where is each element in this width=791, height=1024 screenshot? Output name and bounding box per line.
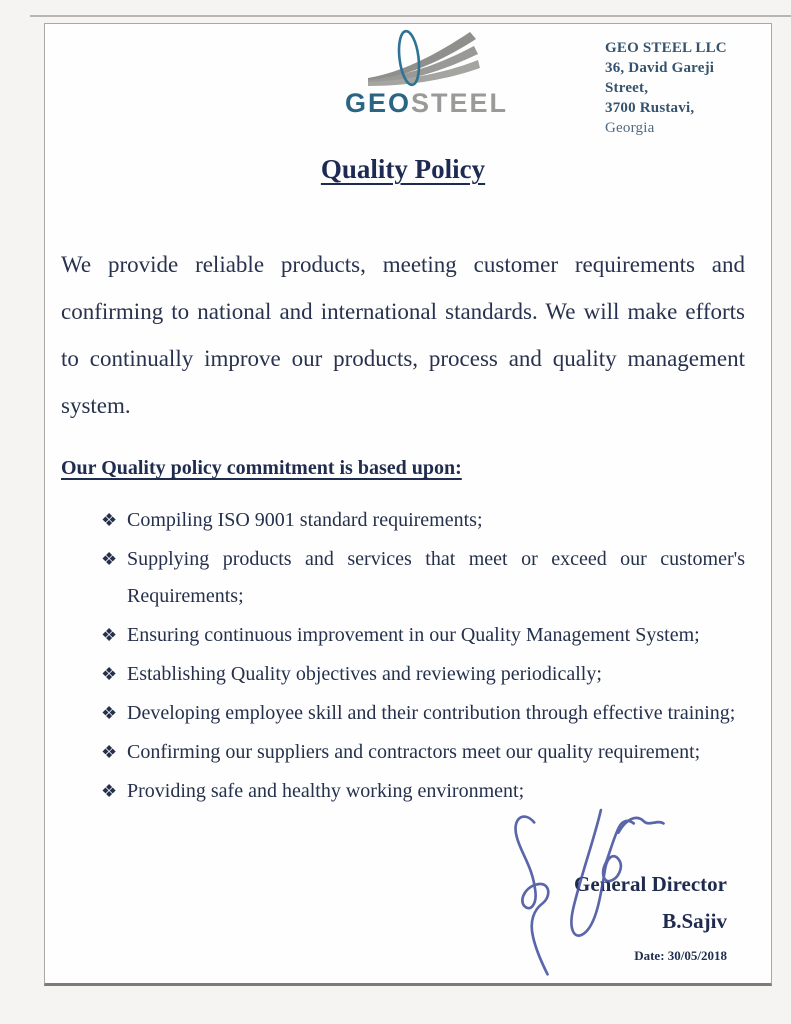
diamond-bullet-icon: ❖ (101, 703, 118, 723)
list-item (101, 695, 745, 732)
diamond-bullet-icon: ❖ (101, 510, 118, 530)
company-address-block (605, 38, 745, 138)
diamond-bullet-icon: ❖ (101, 625, 118, 645)
list-item-text: Providing safe and healthy working environment; (127, 780, 525, 802)
diamond-bullet-icon: ❖ (101, 742, 118, 762)
logo-geo-text: GEO (345, 88, 412, 118)
diamond-bullet-icon: ❖ (101, 549, 118, 569)
signature-date: Date: 30/05/2018 (634, 948, 727, 963)
ellipse-swoosh-icon (362, 28, 488, 90)
address-line-3 (605, 98, 745, 138)
list-item (101, 773, 745, 810)
list-item (101, 656, 745, 693)
list-item-text: Confirming our suppliers and contractors meet our quality requirement; (127, 741, 701, 763)
page-title: Quality Policy (320, 154, 486, 184)
address-line-2: 36, David Gareji Street, (605, 60, 715, 96)
list-item-text: Compiling ISO 9001 standard requirements; (127, 509, 483, 531)
list-item-text: Developing employee skill and their contribution through effective training; (127, 702, 736, 724)
intro-paragraph: We provide reliable products, meeting customer requirements and confirming to national and international standards. We will make efforts to continually improve our products, process and quality management system. (61, 252, 745, 418)
list-item-text: Ensuring continuous improvement in our Quality Management System; (127, 624, 700, 646)
signer-name: B.Sajiv (662, 909, 727, 933)
commitments-heading: Our Quality policy commitment is based upon: (61, 457, 462, 479)
list-item (101, 734, 745, 771)
list-item (101, 502, 745, 539)
logo-wordmark (345, 88, 509, 118)
list-item (101, 617, 745, 654)
geosteel-logo (345, 28, 509, 118)
list-item (101, 541, 745, 615)
commitments-list (61, 502, 745, 810)
logo-steel-text: STEEL (411, 88, 509, 118)
signer-role: General Director (574, 872, 727, 896)
address-line-1: GEO STEEL LLC (605, 40, 727, 56)
list-item-text: Supplying products and services that meet or exceed our customer's Requirements; (127, 548, 745, 607)
list-item-text: Establishing Quality objectives and reviewing periodically; (127, 663, 602, 685)
scanner-edge-line (30, 15, 791, 17)
diamond-bullet-icon: ❖ (101, 664, 118, 684)
letterhead (61, 24, 745, 136)
document-paper (44, 23, 772, 986)
address-country: Georgia (605, 120, 655, 136)
diamond-bullet-icon: ❖ (101, 781, 118, 801)
signature-block (574, 872, 727, 964)
address-city: 3700 Rustavi, (605, 100, 695, 116)
